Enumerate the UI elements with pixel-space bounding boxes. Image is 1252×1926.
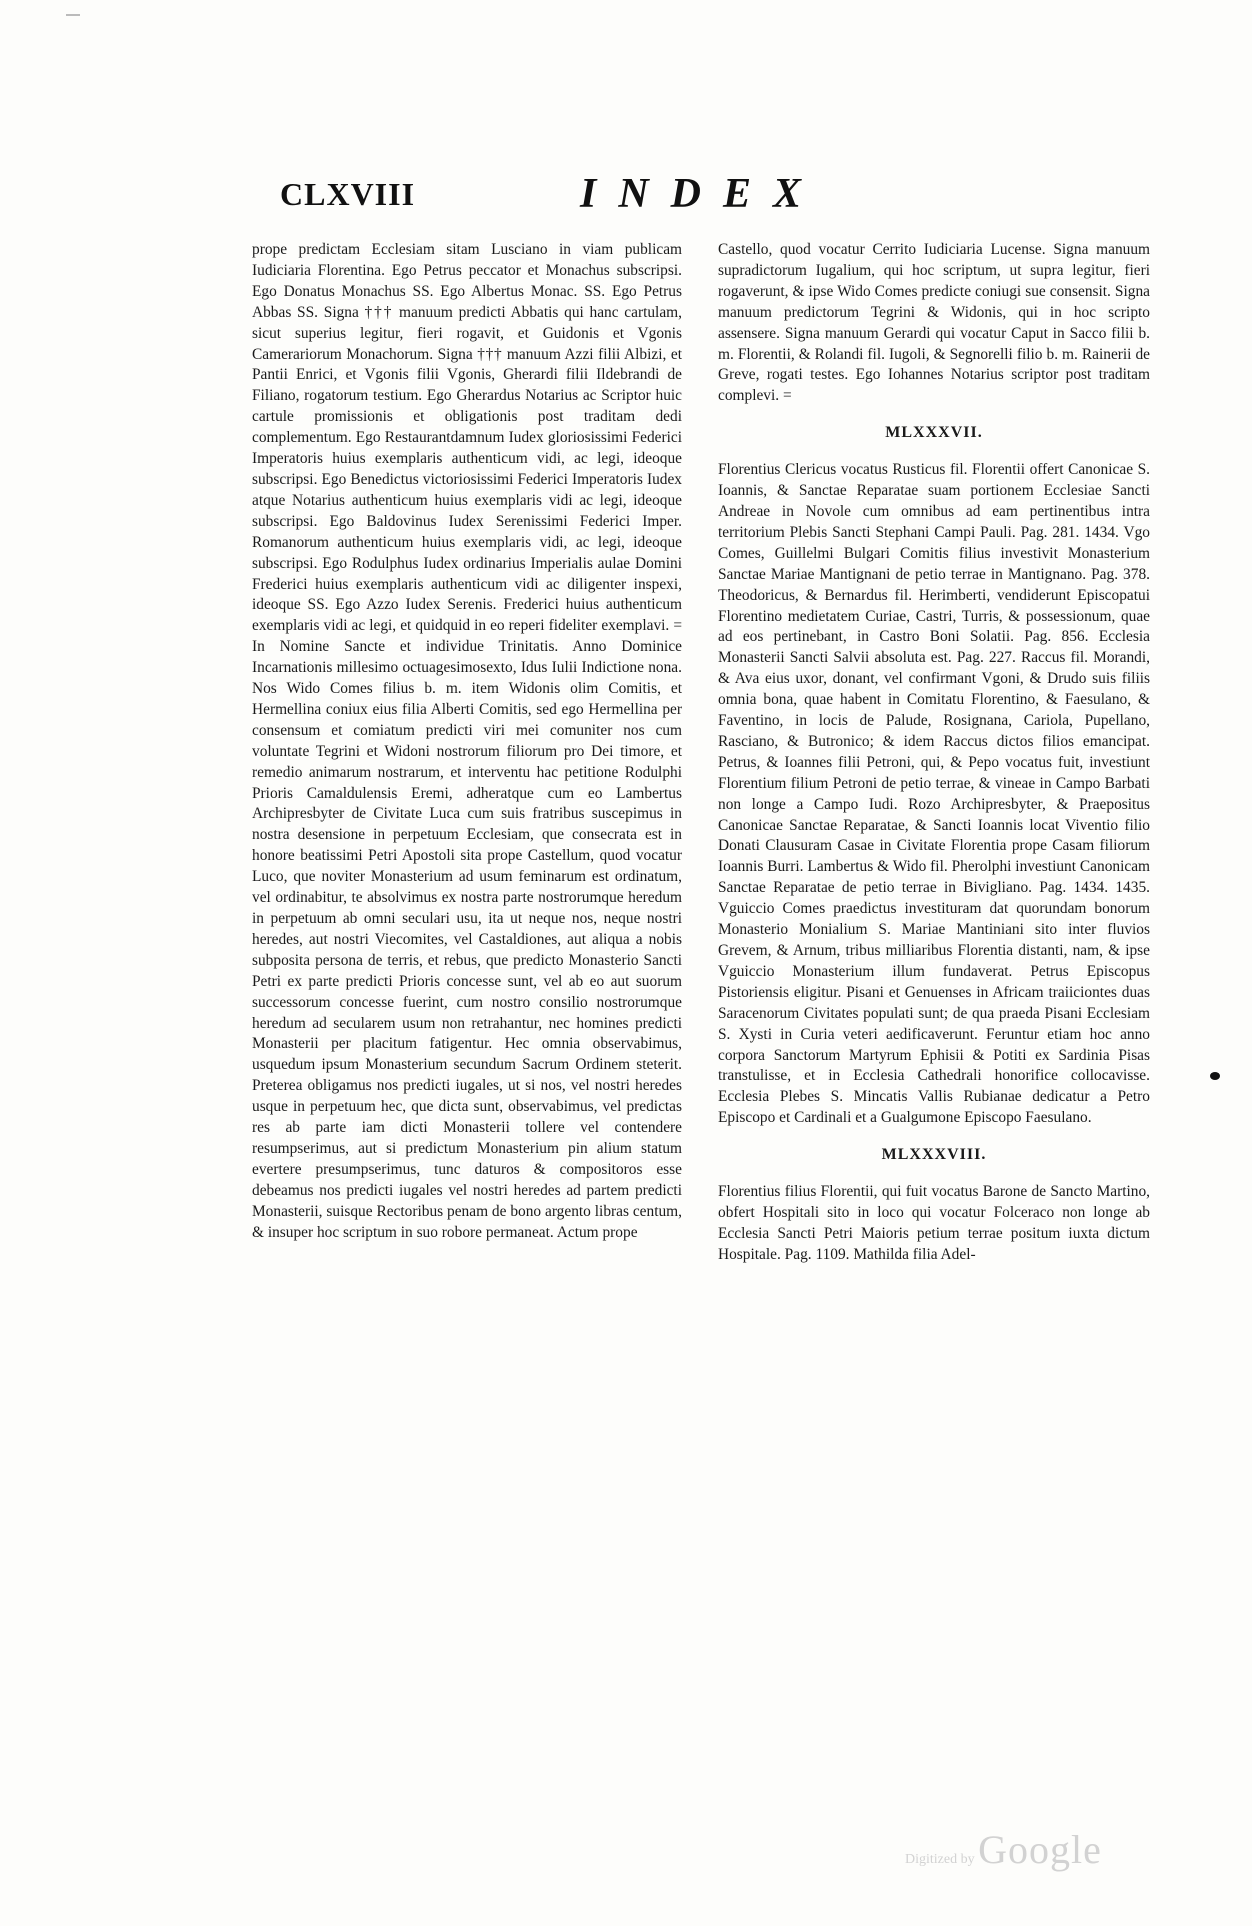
right-column [718,240,1150,1680]
watermark-prefix: Digitized by [905,1852,975,1867]
entry-text: Florentius Clericus vocatus Rusticus fil. Florentii offert Canonicae S. Ioannis, & Sanctae Reparatae suam portionem Ecclesiae Sancti Andreae in Novole cum omnibus ad eam pertinentibus intra territorium Plebis Sancti Stephani Campi Pauli. Pag. 281. 1434. Vgo Comes, Guillelmi Bulgari Comitis filius investivit Monasterium Sanctae Mariae Mantignani de petio terrae in Mantignano. Pag. 378. Theodoricus, & Bernardus fil. Herimberti, vendiderunt Episcopatui Florentino medietatem Curiae, Castri, Turris, & possessionum, quae ad eos pertinebant, in Castro Boni Solatii. Pag. 856. Ecclesia Monasterii Sancti Salvii absoluta est. Pag. 227. Raccus fil. Morandi, & Ava eius uxor, donant, vel confirmant Vgoni, & Drudo suis filiis omnia bona, quae habent in Comitatu Florentino, & Faesulano, & Faventino, in locis de Palude, Rosignana, Cariola, Pupellano, Rasciano, & Butronico; & idem Raccus dictos filios emancipat. Petrus, & Ioannes filii Petroni, qui, & Pepo vocatus fuit, investiunt Florentium filium Petroni de petio terrae, & vineae in Campo Barbati non longe a Campo Iudi. Rozo Archipresbyter, & Praepositus Canonicae Sanctae Reparatae, & Sancti Ioannis locat Viventio filio Donati Clausuram Casae in Civitate Florentia prope Casam filiorum Ioannis Burri. Lambertus & Wido fil. Pherolphi investiunt Canonicam Sanctae Reparatae de petio terrae in Bivigliano. Pag. 1434. 1435. Vguiccio Comes praedictus investituram dat quorundam bonorum Monasterio Monialium S. Mariae Mantiniani sito inter fluvios Grevem, & Arnum, tribus milliaribus Florentia distanti, nam, & ipse Vguiccio Monasterium illum fundaverat. Petrus Episcopus Pistoriensis eligitur. Pisani et Genuenses in Africam traiiciontes duas Saracenorum Civitates populati sunt; de qua praeda Pisani Ecclesiam S. Xysti in Curia veteri aedificaverunt. Feruntur etiam hoc anno corpora Sanctorum Martyrum Ephisii & Potiti ex Sardinia Pisas transtulisse, et in Ecclesia Cathedrali honorifice collocavisse. Ecclesia Plebes S. Mincatis Vallis Rubianae dedicatur a Petro Episcopo et Cardinali et a Gualgumone Episcopo Faesulano. [718,461,1150,1127]
top-edge-mark [66,14,80,16]
right-column-intro: Castello, quod vocatur Cerrito Iudiciaria Lucense. Signa manuum supradictorum Iugalium, qui hoc scriptum, ut supra legitur, fieri rogaverunt, & ipse Wido Comes predicte coniugi sue consensit. Signa manuum predictorum Tegrini & Widonis, qui in hoc scripto assensere. Signa manuum Gerardi qui vocatur Caput in Sacco filii b. m. Florentii, & Rolandi fil. Iugoli, & Segnorelli filio b. m. Rainerii de Greve, rogati testes. Ego Iohannes Notarius scriptor post traditam complevi. = [718,241,1150,405]
entry-heading: MLXXXVII. [885,424,983,442]
page-header [280,171,1170,226]
watermark-brand: Google [978,1827,1102,1872]
entry-text: Florentius filius Florentii, qui fuit vocatus Barone de Sancto Martino, obfert Hospitali sito in loco qui vocatur Folceraco non longe ab Ecclesia Sancti Petri Maioris petium terrae positum iuxta dictum Hospitale. Pag. 1109. Mathilda filia Adel- [718,1183,1150,1263]
digitization-watermark [905,1826,1102,1873]
entry-heading: MLXXXVIII. [881,1146,987,1164]
ink-speck [1210,1072,1220,1080]
page-number: CLXVIII [280,176,416,212]
left-column-text: prope predictam Ecclesiam sitam Lusciano in viam publicam Iudiciaria Florentina. Ego Petrus peccator et Monachus subscripsi. Ego Donatus Monachus SS. Ego Albertus Monac. SS. Ego Petrus Abbas SS. Signa ††† manuum predicti Abbatis qui hanc cartulam, sicut superius legitur, fieri rogavit, et Guidonis et Vgonis Camerariorum Monachorum. Signa ††† manuum Azzi filii Albizi, et Pantii Enrici, et Vgonis filii Vgonis, Gherardi filii Ildebrandi de Filiano, rogatorum testium. Ego Gherardus Notarius ac Scriptor huic cartule promissionis et obligationis post traditam dedi complementum. Ego Restaurantdamnum Iudex gloriosissimi Federici Imperatoris huius exemplaris authenticum vidi, ac legi, ideoque subscripsi. Ego Benedictus victoriosissimi Federici Imperatoris Iudex atque Notarius authenticum huius exemplaris vidi ac legi, ideoque subscripsi. Ego Baldovinus Iudex Serenissimi Federici Imper. Romanorum authenticum huius exemplaris vidi, ac legi, ideoque subscripsi. Ego Rodulphus Iudex ordinarius Imperialis aulae Domini Frederici huius exemplaris authenticum vidi ac diligenter inspexi, ideoque SS. Ego Azzo Iudex Serenis. Frederici huius authenticum exemplaris vidi ac legi, et quidquid in eo reperi fideliter exemplavi. = In Nomine Sancte et individue Trinitatis. Anno Dominice Incarnationis millesimo octuagesimosexto, Idus Iulii Indictione nona. Nos Wido Comes filius b. m. item Widonis olim Comitis, et Hermellina coniux eius filia Alberti Comitis, sed ego Hermellina per consensum et comiatum predicti viri mei comuniter nos cum voluntate Tegrini et Widoni nostrorum filiorum pro Dei timore, et remedio animarum nostrarum, et interventu hac petitione Rodulphi Prioris Camaldulensis Eremi, adheratque cum eo Lambertus Archipresbyter de Civitate Luca cum suis fratribus suscepimus in nostra desensione in perpetuum Ecclesiam, que consecrata est in honore beatissimi Petri Apostoli sita prope Castellum, quod vocatur Luco, que noviter Monasterium ad usum feminarum est ordinatum, vel ordinabitur, te absolvimus ex nostra parte nostrorumque heredum in perpetuum ab omni seculari usu, ita ut neque nos, neque nostri heredes, aut nostri Viecomites, vel Castaldiones, aut aliqua a nobis subposita persona de terris, et rebus, que predicto Monasterio Sancti Petri ex parte predicti Prioris concesse sunt, vel ab eo aut suorum successorum concesse fuerint, cum nostro consilio nostrorumque heredum ad secularem usum non retrahantur, nec homines predicti Monasterii per placitum fatigentur. Hec omnia observabimus, usquedum ipsum Monasterium secundum Sacrum Ordinem steterit. Preterea obligamus nos predicti iugales, ut si nos, vel nostri heredes usque in perpetuum hec, que dicta sunt, observabimus, vel predictas res ab parte iam dicti Monasterii tollere vel contendere resumpserimus, aut si predictum Monasterium pin alium statum evertere presumpserimus, tunc daturos & compositoros esse debeamus nos predicti iugales vel nostri heredes ad partem predicti Monasterii, suisque Rectoribus penam de bono argento libras centum, & insuper hoc scriptum in suo robore permaneat. Actum prope [252,241,682,1241]
running-title: INDEX [580,171,824,217]
left-column [252,240,682,1680]
